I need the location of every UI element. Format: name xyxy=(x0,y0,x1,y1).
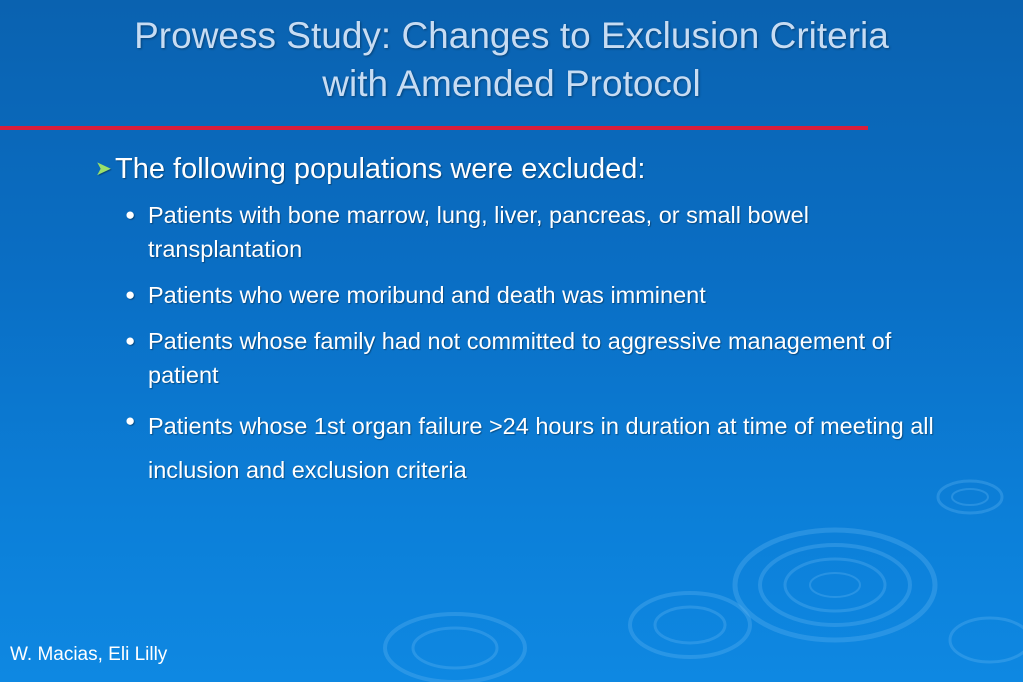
bullet-dot-icon: ● xyxy=(125,411,136,430)
main-bullet-text: The following populations were excluded: xyxy=(115,153,646,185)
slide-body xyxy=(95,150,965,504)
bullet-dot-icon: ● xyxy=(125,205,136,224)
list-item-text: Patients with bone marrow, lung, liver, pancreas, or small bowel transplantation xyxy=(148,202,809,262)
arrow-bullet-icon: ➤ xyxy=(95,158,112,180)
title-line-2: with Amended Protocol xyxy=(322,63,701,104)
list-item-text: Patients whose 1st organ failure >24 hours in duration at time of meeting all inclusion and exclusion criteria xyxy=(148,413,934,483)
bullet-dot-icon: ● xyxy=(125,331,136,350)
list-item xyxy=(95,278,965,312)
main-bullet xyxy=(95,150,965,188)
list-item xyxy=(95,404,965,492)
title-divider xyxy=(0,126,868,130)
list-item-text: Patients who were moribund and death was imminent xyxy=(148,282,706,308)
exclusion-list xyxy=(95,198,965,492)
title-line-1: Prowess Study: Changes to Exclusion Criteria xyxy=(134,15,889,56)
list-item xyxy=(95,198,965,266)
bullet-dot-icon: ● xyxy=(125,285,136,304)
list-item xyxy=(95,324,965,392)
slide-title xyxy=(0,12,1023,108)
footer-credit: W. Macias, Eli Lilly xyxy=(10,644,168,665)
list-item-text: Patients whose family had not committed to aggressive management of patient xyxy=(148,328,892,388)
